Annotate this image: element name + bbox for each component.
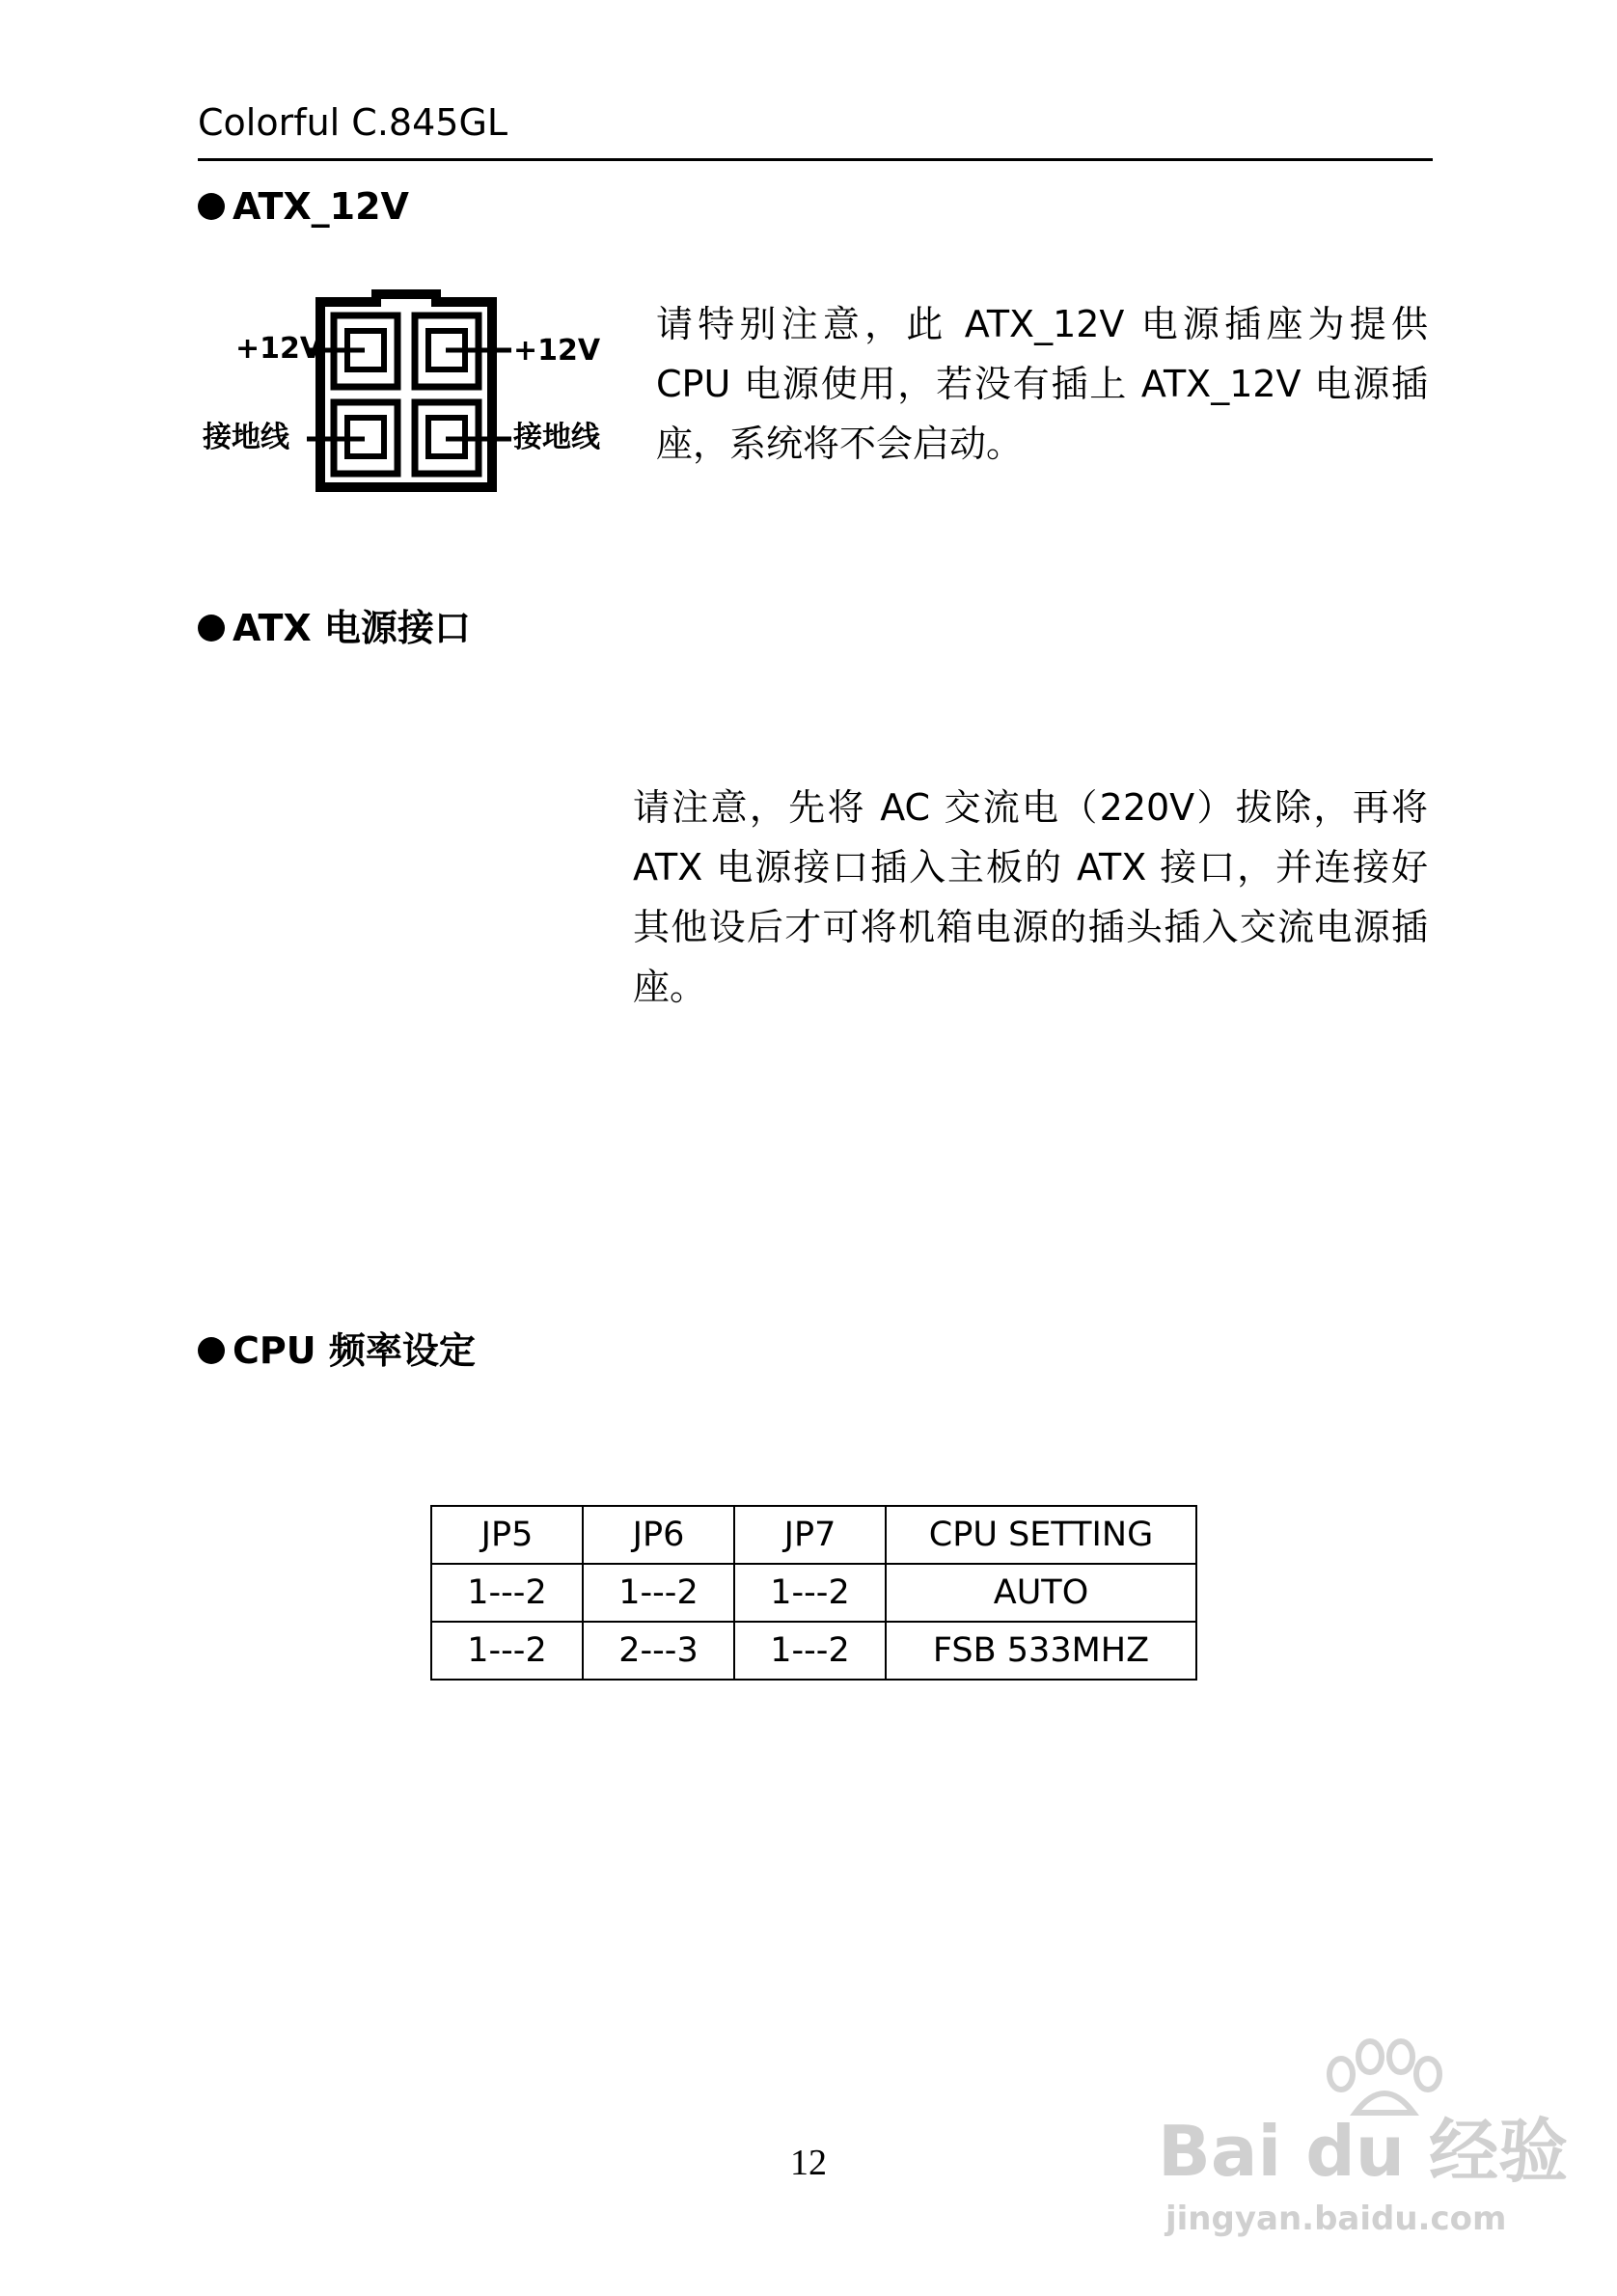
table-header-cell: JP6 — [583, 1506, 734, 1564]
page-number: 12 — [790, 2143, 827, 2183]
bullet-icon — [198, 615, 225, 642]
watermark-brand: Bai du 经验 — [1158, 2111, 1569, 2192]
section-title-atx12v — [198, 185, 409, 228]
baidu-watermark — [1148, 2036, 1569, 2257]
section-title-cpu-freq-text: CPU 频率设定 — [233, 1329, 476, 1372]
table-header-cell: CPU SETTING — [886, 1506, 1196, 1564]
watermark-site: jingyan.baidu.com — [1165, 2200, 1507, 2238]
connector-label-top-left: +12V — [235, 332, 323, 366]
connector-label-bottom-right: 接地线 — [513, 421, 600, 454]
connector-label-top-right: +12V — [513, 334, 601, 368]
table-row — [431, 1564, 1196, 1622]
cpu-frequency-table — [430, 1505, 1197, 1681]
section-title-atx12v-text: ATX_12V — [233, 185, 409, 228]
table-row — [431, 1622, 1196, 1680]
section-title-atx-power — [198, 607, 471, 649]
table-header-cell: JP7 — [734, 1506, 886, 1564]
connector-label-bottom-left: 接地线 — [203, 421, 289, 454]
document-header-title: Colorful C.845GL — [198, 101, 508, 144]
table-header-cell: JP5 — [431, 1506, 583, 1564]
table-cell: 1---2 — [583, 1564, 734, 1622]
table-cell: 1---2 — [431, 1564, 583, 1622]
atx12v-connector-diagram — [193, 285, 627, 506]
table-cell: 1---2 — [734, 1622, 886, 1680]
bullet-icon — [198, 1337, 225, 1364]
atx-power-description: 请注意，先将 AC 交流电（220V）拔除，再将 ATX 电源接口插入主板的 ATX 接口，并连接好其他设后才可将机箱电源的插头插入交流电源插座。 — [633, 786, 1428, 1008]
table-cell: AUTO — [886, 1564, 1196, 1622]
atx12v-connector-svg — [193, 285, 627, 506]
table-cell: 1---2 — [734, 1564, 886, 1622]
table-cell: 2---3 — [583, 1622, 734, 1680]
header-divider — [198, 158, 1433, 161]
atx12v-description: 请特别注意，此 ATX_12V 电源插座为提供 CPU 电源使用，若没有插上 ATX_12V 电源插座，系统将不会启动。 — [656, 303, 1428, 465]
bullet-icon — [198, 193, 225, 220]
table-cell: FSB 533MHZ — [886, 1622, 1196, 1680]
table-header-row — [431, 1506, 1196, 1564]
section-title-atx-power-text: ATX 电源接口 — [233, 607, 471, 649]
section-title-cpu-freq — [198, 1329, 476, 1372]
table-cell: 1---2 — [431, 1622, 583, 1680]
